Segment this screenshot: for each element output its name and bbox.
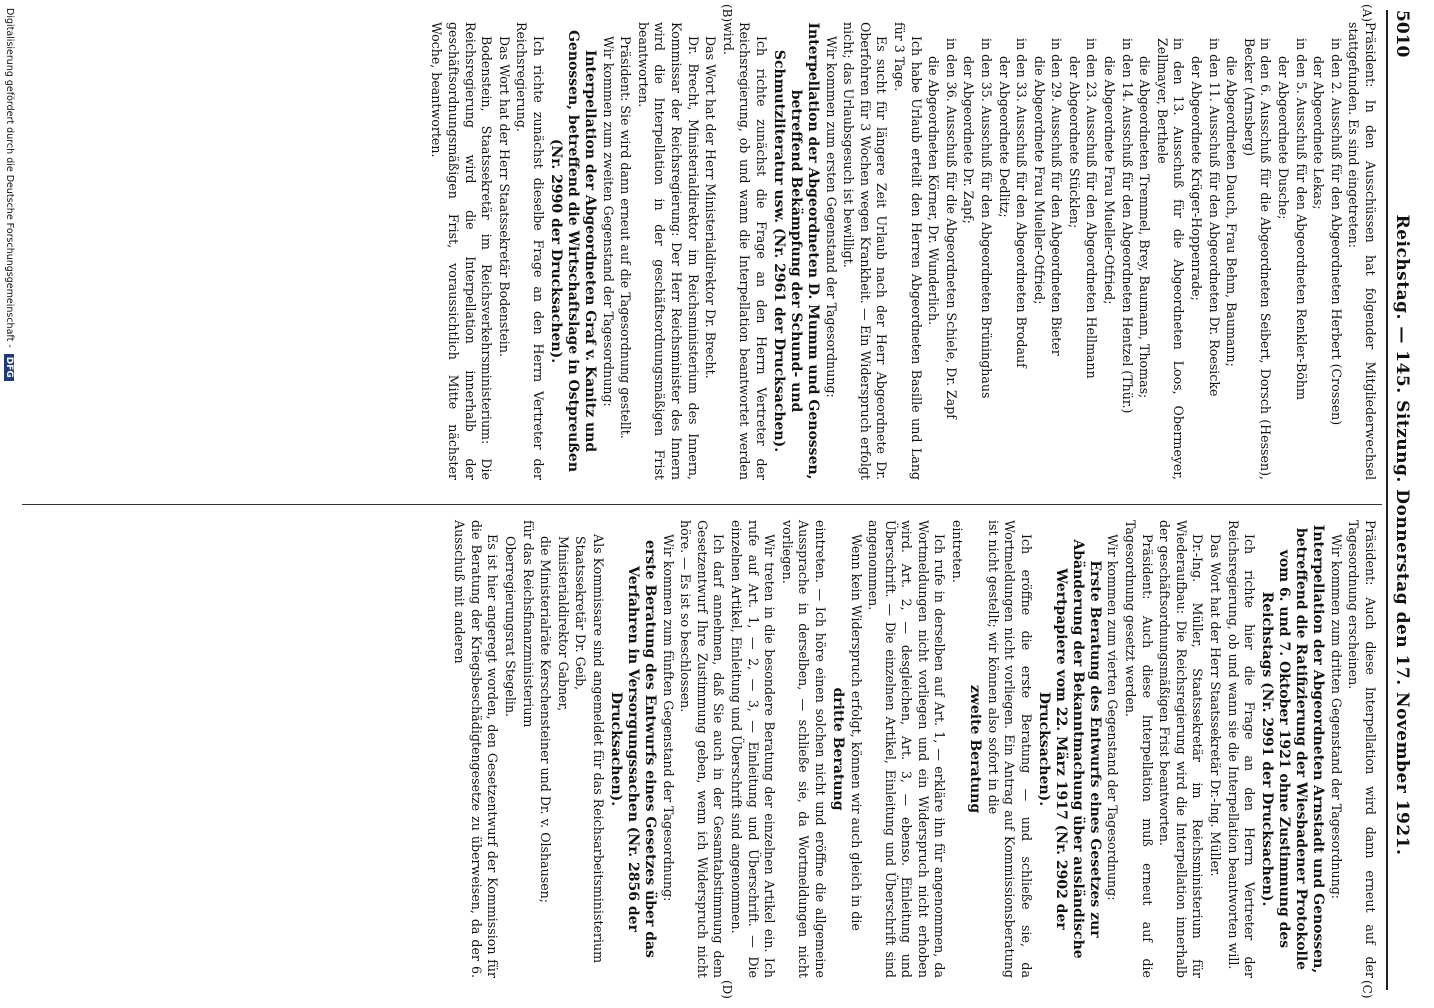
paragraph: in den 23. Ausschuß für den Abgeordneten Hellmann [1084, 38, 1100, 379]
paragraph: Das Wort hat der Herr Staatssekretär Dr.-Ing. Müller. [1208, 534, 1224, 877]
paragraph: eintreten. — Ich höre einen solchen nicht und eröffne die allgemeine Aussprache in derselben, — schließe sie, da Wortmeldungen nicht vorliegen. [779, 520, 828, 978]
paragraph: Ich darf annehmen, daß Sie auch in der Gesamtabstimmung dem Gesetzentwurf Ihre Zustimmung geben, wenn ich Widerspruch nicht höre. — Es ist so beschlossen. [678, 520, 727, 978]
paragraph: in den 33. Ausschuß für den Abgeordneten Brodauf [1014, 38, 1030, 368]
paragraph: in den 14. Ausschuß für den Abgeordneten Hentzel (Thür.) [1119, 38, 1135, 414]
paragraph: die Abgeordnete Frau Mueller-Otfried; [1031, 56, 1047, 305]
paragraph: Bodenstein, Staatssekretär im Reichsverkehrsministerium: Die Reichsregierung wird die Interpellation innerhalb der geschäftsordnungsmäßigen Frist, voraussichtlich Mitte nächster Woche, beantworten. [429, 22, 495, 480]
paragraph: Als Kommissare sind angemeldet für das Reichsarbeitsministerium [591, 534, 606, 964]
paragraph: die Abgeordneten Körner, Dr. Wunderlich. [926, 56, 942, 326]
paragraph: in den 11. Ausschuß für den Abgeordneten Dr. Roesicke [1206, 38, 1222, 397]
margin-marker-d: (D) [720, 980, 734, 999]
section-heading: Interpellation der Abgeordneten D. Mumm und Genossen, betreffend Bekämpfung der Schund- und Schmutzliteratur usw. (Nr. 2961 der Drucksachen). [771, 22, 821, 480]
paragraph: Ich habe Urlaub erteilt den Herren Abgeordneten Basille und Lang für 3 Tage. [891, 22, 924, 480]
paragraph: der Abgeordnete Dedlitz; [996, 56, 1012, 218]
paragraph: der Abgeordnete Stücklen; [1066, 56, 1082, 229]
paragraph: für das Reichsfinanzministerium [520, 520, 536, 728]
paragraph: Ministerialdirektor Gabner, [555, 536, 571, 712]
paragraph: Präsident: Sie wird dann erneut auf die Tagesordnung gestellt. [618, 36, 634, 439]
paragraph: Ich richte zunächst dieselbe Frage an den Herrn Vertreter der Reichsregierung. [514, 22, 547, 480]
dfg-logo: DFG [4, 354, 14, 381]
paragraph: Das Wort hat der Herr Ministerialdirektor Dr. Brecht. [703, 36, 719, 379]
paragraph: Oberregierungsrat Stegelin. [503, 536, 519, 718]
paragraph: Wir treten in die besondere Beratung der einzelnen Artikel ein. Ich rufe auf Art. 1, — 2, — 3, — Einleitung und Überschrift. — Die einzelnen Artikel, Einleitung und Überschrift sind angenommen. [728, 520, 778, 978]
paragraph: eintreten. [950, 520, 966, 583]
paragraph: Es sucht für längere Zeit Urlaub nach der Herr Abgeordnete Dr. Oberfohren für 3 Wochen wegen Krankheit. — Ein Widerspruch erfolgt nicht; das Urlaubsgesuch ist bewilligt. [841, 22, 890, 480]
paragraph: die Abgeordnete Frau Mueller-Otfried; [1102, 56, 1118, 305]
margin-marker-a: (A) [1360, 4, 1374, 23]
paragraph: Ich eröffne die erste Beratung — und schließe sie, da Wortmeldungen nicht vorliegen. Ein Antrag auf Kommissionsberatung ist nicht gestellt; wir können also sofort in die [985, 520, 1034, 978]
paragraph: Ich richte hier die Frage an den Herrn Vertreter der Reichsregierung, ob und wann sie die Interpellation beantworten will. [1225, 520, 1258, 978]
section-heading: Interpellation der Abgeordneten Arnstadt und Genossen, betreffend die Ratifizierung der Wiesbadener Protokolle vom 6. und 7. Oktober 1921 ohne Zustimmung des Reichstags (Nr. 2991 der Drucksachen). [1259, 524, 1327, 974]
paragraph: die Abgeordneten Tremmel, Brey, Baumann, Thomas; [1137, 56, 1153, 399]
paragraph: in den 2. Ausschuß für den Abgeordneten Herbert (Crossen) [1328, 38, 1344, 426]
paragraph: Präsident: Auch diese Interpellation wird dann erneut auf der Tagesordnung erscheinen. [1346, 520, 1378, 978]
paragraph: die Ministerialräte Kerschensteiner und Dr. v. Olshausen; [538, 536, 554, 904]
paragraph: Wir kommen zum dritten Gegenstand der Tagesordnung: [1328, 534, 1344, 900]
column-divider [22, 504, 1382, 505]
margin-marker-c: (C) [1360, 980, 1374, 999]
section-heading: dritte Beratung [829, 687, 846, 811]
paragraph: der Abgeordnete Dr. Zapf; [961, 56, 977, 224]
paragraph: Staatssekretär Dr. Geib, [573, 536, 589, 691]
paragraph: Präsident: Auch diese Interpellation muß erneut auf die Tagesordnung gesetzt werden. [1123, 520, 1155, 978]
paragraph: die Abgeordneten Dauch, Frau Behm, Baumann; [1224, 56, 1240, 367]
paragraph: in den 13. Ausschuß für die Abgeordneten Loos, Obermeyer, Zellmayer, Berthele [1154, 38, 1187, 480]
page-number: 5010 [1392, 10, 1412, 58]
section-heading: Erste Beratung des Entwurfs eines Gesetzes zur Abänderung der Bekanntmachung über ausländische Wertpapiere vom 22. März 1917 (Nr. 2902 der Drucksachen). [1035, 539, 1103, 959]
paragraph: der Abgeordnete Krüger-Hoppenrade; [1189, 56, 1205, 301]
paragraph: Es ist hier angeregt worden, den Gesetzentwurf der Kommission für die Beratung der Kriegsbeschädigtengesetze zu überweisen, da der 6. Ausschuß mit anderen [452, 520, 501, 978]
paragraph: Wir kommen zum ersten Gegenstand der Tagesordnung: [823, 36, 839, 398]
paragraph: in den 29. Ausschuß für den Abgeordneten Bieter [1049, 38, 1065, 356]
paragraph: in den 6. Ausschuß für die Abgeordneten Seibert, Dorsch (Hessen), Becker (Arnsberg) [1241, 38, 1274, 480]
paragraph: in den 5. Ausschuß für den Abgeordneten Renkler-Böhm [1293, 38, 1309, 400]
paragraph: der Abgeordnete Lekas; [1311, 56, 1327, 210]
paragraph: Ich rufe in derselben auf Art. 1, — erkläre ihn für angenommen, da Wortmeldungen nicht vorliegen und ein Widerspruch nicht erhoben wird. Art. 2, — desgleichen, Art. 3, — ebenso. Einleitung und Überschrift. — Die einzelnen Artikel, Einleitung und Überschrift sind angenommen. [866, 520, 948, 978]
paragraph: Wir kommen zum vierten Gegenstand der Tagesordnung: [1105, 534, 1121, 901]
paragraph: Dr. Brecht, Ministerialdirektor im Reichsministerium des Innern, Kommissar der Reichsregierung: Der Herr Reichsminister des Innern wird die Interpellation in der geschäftsordnungsmäßigen Frist beantworten. [635, 22, 701, 480]
section-heading: Interpellation der Abgeordneten Graf v. Kanitz und Genossen, betreffend die Wirtschaftslage in Ostpreußen (Nr. 2990 der Drucksachen). [548, 29, 599, 473]
paragraph: Das Wort hat der Herr Staatssekretär Bodenstein. [496, 36, 512, 357]
paragraph: in den 35. Ausschuß für den Abgeordneten Brüninghaus [978, 38, 994, 399]
paragraph: Ich richte zunächst die Frage an den Herrn Vertreter der Reichsregierung, ob und wann die Interpellation beantwortet werden wird. [720, 22, 769, 480]
paragraph: Dr.-Ing. Müller, Staatssekretär im Reichsministerium für Wiederaufbau: Die Reichsregierung wird die Interpellation innerhalb der geschäftsordnungsmäßigen Frist beantworten. [1157, 520, 1206, 978]
paragraph: der Abgeordnete Dusche; [1276, 56, 1292, 220]
paragraph: Präsident: In den Ausschüssen hat folgender Mitgliederwechsel stattgefunden. Es sind eingetreten: [1346, 22, 1378, 480]
section-heading: erste Beratung des Entwurfs eines Gesetzes über das Verfahren in Versorgungssachen (Nr. 2856 der Drucksachen). [608, 540, 658, 958]
paragraph: Wir kommen zum zweiten Gegenstand der Tagesordnung: [600, 36, 616, 407]
paragraph: Wir kommen zum fünften Gegenstand der Tagesordnung: [660, 534, 676, 902]
paragraph: in den 36. Ausschuß für die Abgeordneten Schiele, Dr. Zapf [943, 38, 959, 419]
digitization-footer [4, 0, 15, 1008]
page-title: Reichstag. — 145. Sitzung. Donnerstag den 17. November 1921. [1392, 214, 1412, 856]
section-heading: zweite Beratung [967, 684, 984, 814]
page-header [1386, 10, 1428, 990]
footer-text: Digitalisierung gefördert durch die Deutsche Forschungsgemeinschaft - [4, 8, 15, 348]
right-column [450, 520, 1378, 978]
margin-marker-b: (B) [720, 4, 734, 23]
left-column [427, 22, 1378, 480]
paragraph: Wenn kein Widerspruch erfolgt, können wir auch gleich in die [848, 534, 864, 931]
